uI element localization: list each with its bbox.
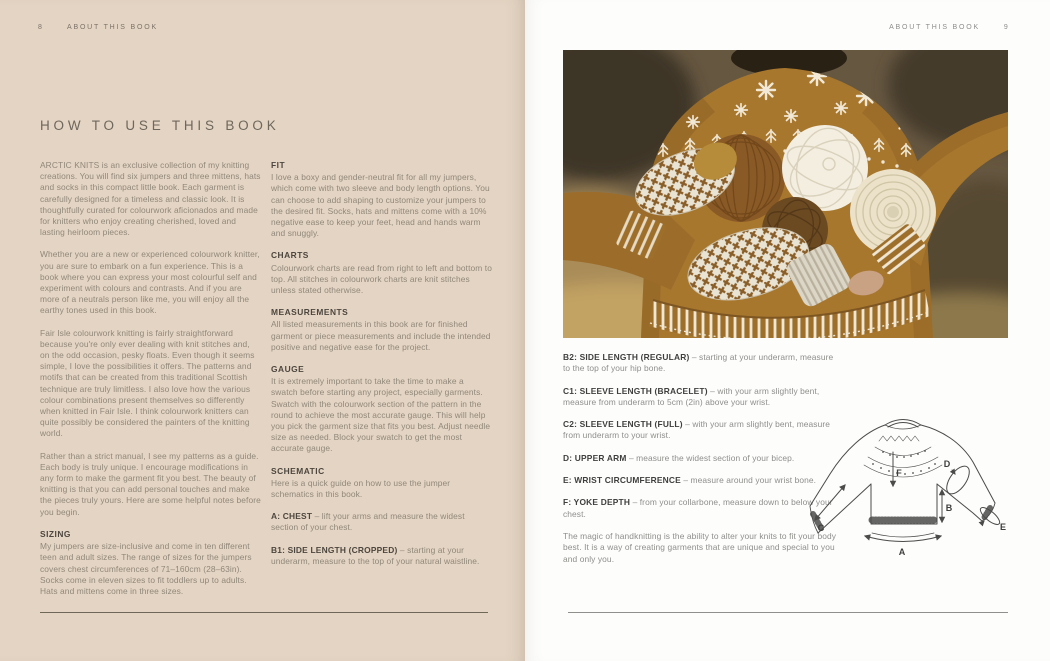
measure-item-b2	[563, 352, 837, 375]
section-heading-fit: FIT	[271, 160, 286, 170]
measure-item-d	[563, 453, 837, 464]
measure-body: – measure around your wrist bone.	[680, 475, 817, 486]
intro-paragraph: Whether you are a new or experienced colourwork knitter, you are sure to embark on a fun experience. This is a book where you can express your most colourful self and experiment with colours and contrasts. And if you are more of a neutrals person like me, you will enjoy all the earthy tones used in this book.	[40, 249, 260, 316]
section-heading-charts: CHARTS	[271, 250, 309, 261]
section-heading-gauge: GAUGE	[271, 364, 305, 375]
running-head-right: ABOUT THIS BOOK	[889, 24, 980, 31]
measure-body: – measure the widest section of your bicep.	[626, 452, 795, 463]
section-body-gauge: It is extremely important to take the time to make a swatch before starting any project, especially garments. Swatch with the colourwork section of the pattern in the round to achieve the most accurate gauge. This will help you pick the garment size that fits you best. Adjust needle size as needed. Block your swatch to get the most accurate gauge.	[271, 376, 491, 454]
section-heading-sizing: SIZING	[40, 528, 71, 539]
section-body-charts: Colourwork charts are read from right to left and bottom to top. All stitches in colourwork charts are knit stitches unless stated otherwise.	[271, 262, 492, 296]
page-title: HOW TO USE THIS BOOK	[40, 118, 280, 134]
measure-item-c2	[563, 419, 837, 442]
column-2	[271, 160, 492, 608]
section-body-fit: I love a boxy and gender-neutral fit for all my jumpers, which come with two sleeve and body length options. You can choose to add shaping to customize your jumpers to the desired fit. Socks, hats and mittens come with a 10% negative ease to keep your feet, head and hands warm and snuggly.	[271, 172, 490, 239]
footer-rule-left	[40, 612, 488, 613]
section-heading-measurements: MEASUREMENTS	[271, 307, 349, 318]
schematic-item-b1	[271, 545, 492, 567]
measure-body: – with your arm slightly bent, measure from underarm to your wrist.	[563, 419, 830, 441]
schematic-label-c: C	[817, 523, 825, 533]
measure-lead: D: UPPER ARM	[563, 452, 627, 463]
right-page	[525, 0, 1050, 661]
page-number-left: 8	[38, 24, 44, 31]
intro-paragraph: Fair Isle colourwork knitting is fairly straightforward because you're only ever dealing with knit stitches and, on the odd occasion, pesky floats. Even though it seems simple, I love the possibilities it offers. The patterns and motifs that can be created from this traditional Scottish technique are truly limitless. I also love how the various colour combinations present themselves so differently when knitted in Fair Isle. I think colourwork knitters can quite possibly be considered the painters of the knitting world.	[40, 327, 255, 439]
closing-paragraph: The magic of handknitting is the ability to alter your knits to fit your body best. It is a way of creating garments that are unique and special to you and only you.	[563, 530, 837, 564]
schematic-item-lead: B1: SIDE LENGTH (CROPPED)	[271, 544, 398, 555]
yarn-photo	[563, 50, 1008, 338]
measure-body: – with your arm slightly bent, measure from underarm to 5cm (2in) above your wrist.	[563, 385, 820, 407]
measure-body: – starting at your underarm, measure to the top of your hip bone.	[563, 352, 834, 374]
section-body-schematic: Here is a quick guide on how to use the jumper schematics in this book.	[271, 477, 451, 500]
section-body-measurements: All listed measurements in this book are for finished garment or piece measurements and include the intended positive and negative ease for the project.	[271, 319, 491, 352]
schematic-item-body: – starting at your underarm, measure to the top of your natural waistline.	[271, 544, 480, 566]
section-heading-schematic: SCHEMATIC	[271, 465, 325, 476]
intro-paragraph: Rather than a strict manual, I see my patterns as a guide. Each body is truly unique. I encourage modifications in any form to make the garment fit you best. The beauty of knitting is that you can add personal touches and make the pieces truly yours. Here are some helpful notes before you begin.	[40, 450, 261, 517]
measure-body: – from your collarbone, measure down to below your chest.	[563, 497, 833, 519]
schematic-label-e: E	[999, 522, 1007, 532]
measure-lead: C2: SLEEVE LENGTH (FULL)	[563, 419, 683, 430]
schematic-item-a	[271, 511, 492, 533]
intro-paragraph: ARCTIC KNITS is an exclusive collection of my knitting creations. You will find six jumpers and three mittens, hats and socks in this compact little book. Each garment is carefully designed for a timeless and classic look. It is thoughtfully curated for colourwork aficionados and made for knitters who enjoy creating cherished, loved and lasting heirloom pieces.	[40, 160, 261, 238]
section-body-sizing: My jumpers are size-inclusive and come in ten different teen and adult sizes. The range of sizes for the jumpers covers chest circumferences of 71–160cm (28–63in). Socks come in eleven sizes to fit toddlers up to adults. Hats and mittens come in three sizes.	[40, 541, 252, 596]
schematic-label-f: F	[896, 468, 902, 478]
measure-lead: F: YOKE DEPTH	[563, 497, 631, 508]
schematic-label-d: D	[943, 459, 951, 469]
schematic-label-a: A	[898, 547, 906, 557]
measure-lead: B2: SIDE LENGTH (REGULAR)	[563, 352, 690, 362]
text-columns	[40, 160, 492, 608]
running-head-left: ABOUT THIS BOOK	[67, 24, 158, 31]
schematic-label-b: B	[945, 503, 953, 513]
jumper-schematic	[809, 412, 1015, 580]
column-1	[40, 160, 261, 608]
schematic-item-lead: A: CHEST	[271, 511, 313, 522]
measure-lead: C1: SLEEVE LENGTH (BRACELET)	[563, 385, 708, 396]
measure-lead: E: WRIST CIRCUMFERENCE	[563, 475, 681, 486]
footer-rule-right	[568, 612, 1008, 613]
measure-item-f	[563, 497, 837, 520]
measure-item-c1	[563, 386, 837, 409]
page-number-right: 9	[1003, 24, 1009, 31]
measurement-notes	[563, 352, 837, 576]
measure-item-e	[563, 475, 837, 486]
schematic-item-body: – lift your arms and measure the widest section of your chest.	[271, 511, 465, 533]
